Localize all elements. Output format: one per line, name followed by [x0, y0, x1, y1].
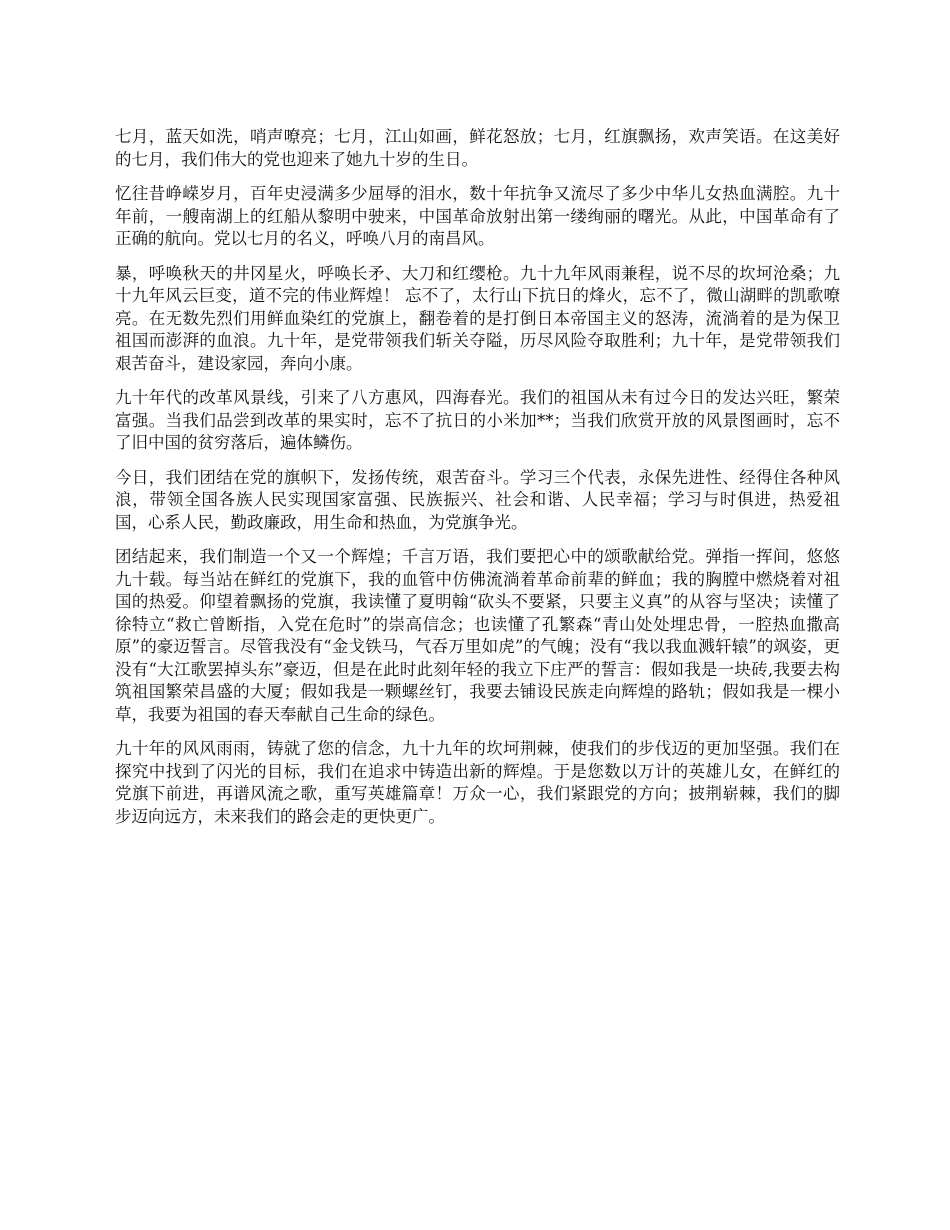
paragraph-6: 团结起来，我们制造一个又一个辉煌；千言万语，我们要把心中的颂歌献给党。弹指一挥间，悠悠九十载。每当站在鲜红的党旗下，我的血管中仿佛流淌着革命前辈的鲜血；我的胸膛中燃烧着对祖国的热爱。仰望着飘扬的党旗，我读懂了夏明翰“砍头不要紧，只要主义真”的从容与坚决；读懂了徐特立“救亡曾断指，入党在危时”的崇高信念；也读懂了孔繁森“青山处处埋忠骨，一腔热血撒高原”的豪迈誓言。尽管我没有“金戈铁马，气吞万里如虎”的气魄；没有“我以我血溅轩辕”的飒姿，更没有“大江歌罢掉头东”豪迈，但是在此时此刻年轻的我立下庄严的誓言：假如我是一块砖,我要去构筑祖国繁荣昌盛的大厦；假如我是一颗螺丝钉，我要去铺设民族走向辉煌的路轨；假如我是一棵小草，我要为祖国的春天奉献自己生命的绿色。	[115, 547, 840, 724]
paragraph-3: 暴，呼唤秋天的井冈星火，呼唤长矛、大刀和红缨枪。九十九年风雨兼程，说不尽的坎坷沧桑；九十九年风云巨变，道不完的伟业辉煌！ 忘不了，太行山下抗日的烽火，忘不了，微山湖畔的凯歌嘹亮。在无数先烈们用鲜血染红的党旗上，翻卷着的是打倒日本帝国主义的怒涛，流淌着的是为保卫祖国而澎湃的血浪。九十年，是党带领我们斩关夺隘，历尽风险夺取胜利；九十年，是党带领我们艰苦奋斗，建设家园，奔向小康。	[115, 263, 840, 373]
paragraph-2: 忆往昔峥嵘岁月，百年史浸满多少屈辱的泪水，数十年抗争又流尽了多少中华儿女热血满腔。九十年前，一艘南湖上的红船从黎明中驶来，中国革命放射出第一缕绚丽的曙光。从此，中国革命有了正确的航向。党以七月的名义，呼唤八月的南昌风。	[115, 184, 840, 248]
paragraph-5: 今日，我们团结在党的旗帜下，发扬传统，艰苦奋斗。学习三个代表，永保先进性、经得住各种风浪，带领全国各族人民实现国家富强、民族振兴、社会和谐、人民幸福；学习与时俱进，热爱祖国，心系人民，勤政廉政，用生命和热血，为党旗争光。	[115, 467, 840, 532]
paragraph-4: 九十年代的改革风景线，引来了八方惠风，四海春光。我们的祖国从未有过今日的发达兴旺，繁荣富强。当我们品尝到改革的果实时，忘不了抗日的小米加**；当我们欣赏开放的风景图画时，忘不了旧中国的贫穷落后，遍体鳞伤。	[115, 388, 840, 452]
paragraph-7: 九十年的风风雨雨，铸就了您的信念，九十九年的坎坷荆棘，使我们的步伐迈的更加坚强。我们在探究中找到了闪光的目标，我们在追求中铸造出新的辉煌。于是您数以万计的英雄儿女，在鲜红的党旗下前进，再谱风流之歌，重写英雄篇章！万众一心，我们紧跟党的方向；披荆崭棘，我们的脚步迈向远方，未来我们的路会走的更快更广。	[115, 739, 840, 826]
paragraph-1: 七月，蓝天如洗，哨声嘹亮；七月，江山如画，鲜花怒放；七月，红旗飘扬，欢声笑语。在这美好的七月，我们伟大的党也迎来了她九十岁的生日。	[115, 127, 840, 169]
document-body	[115, 126, 840, 840]
